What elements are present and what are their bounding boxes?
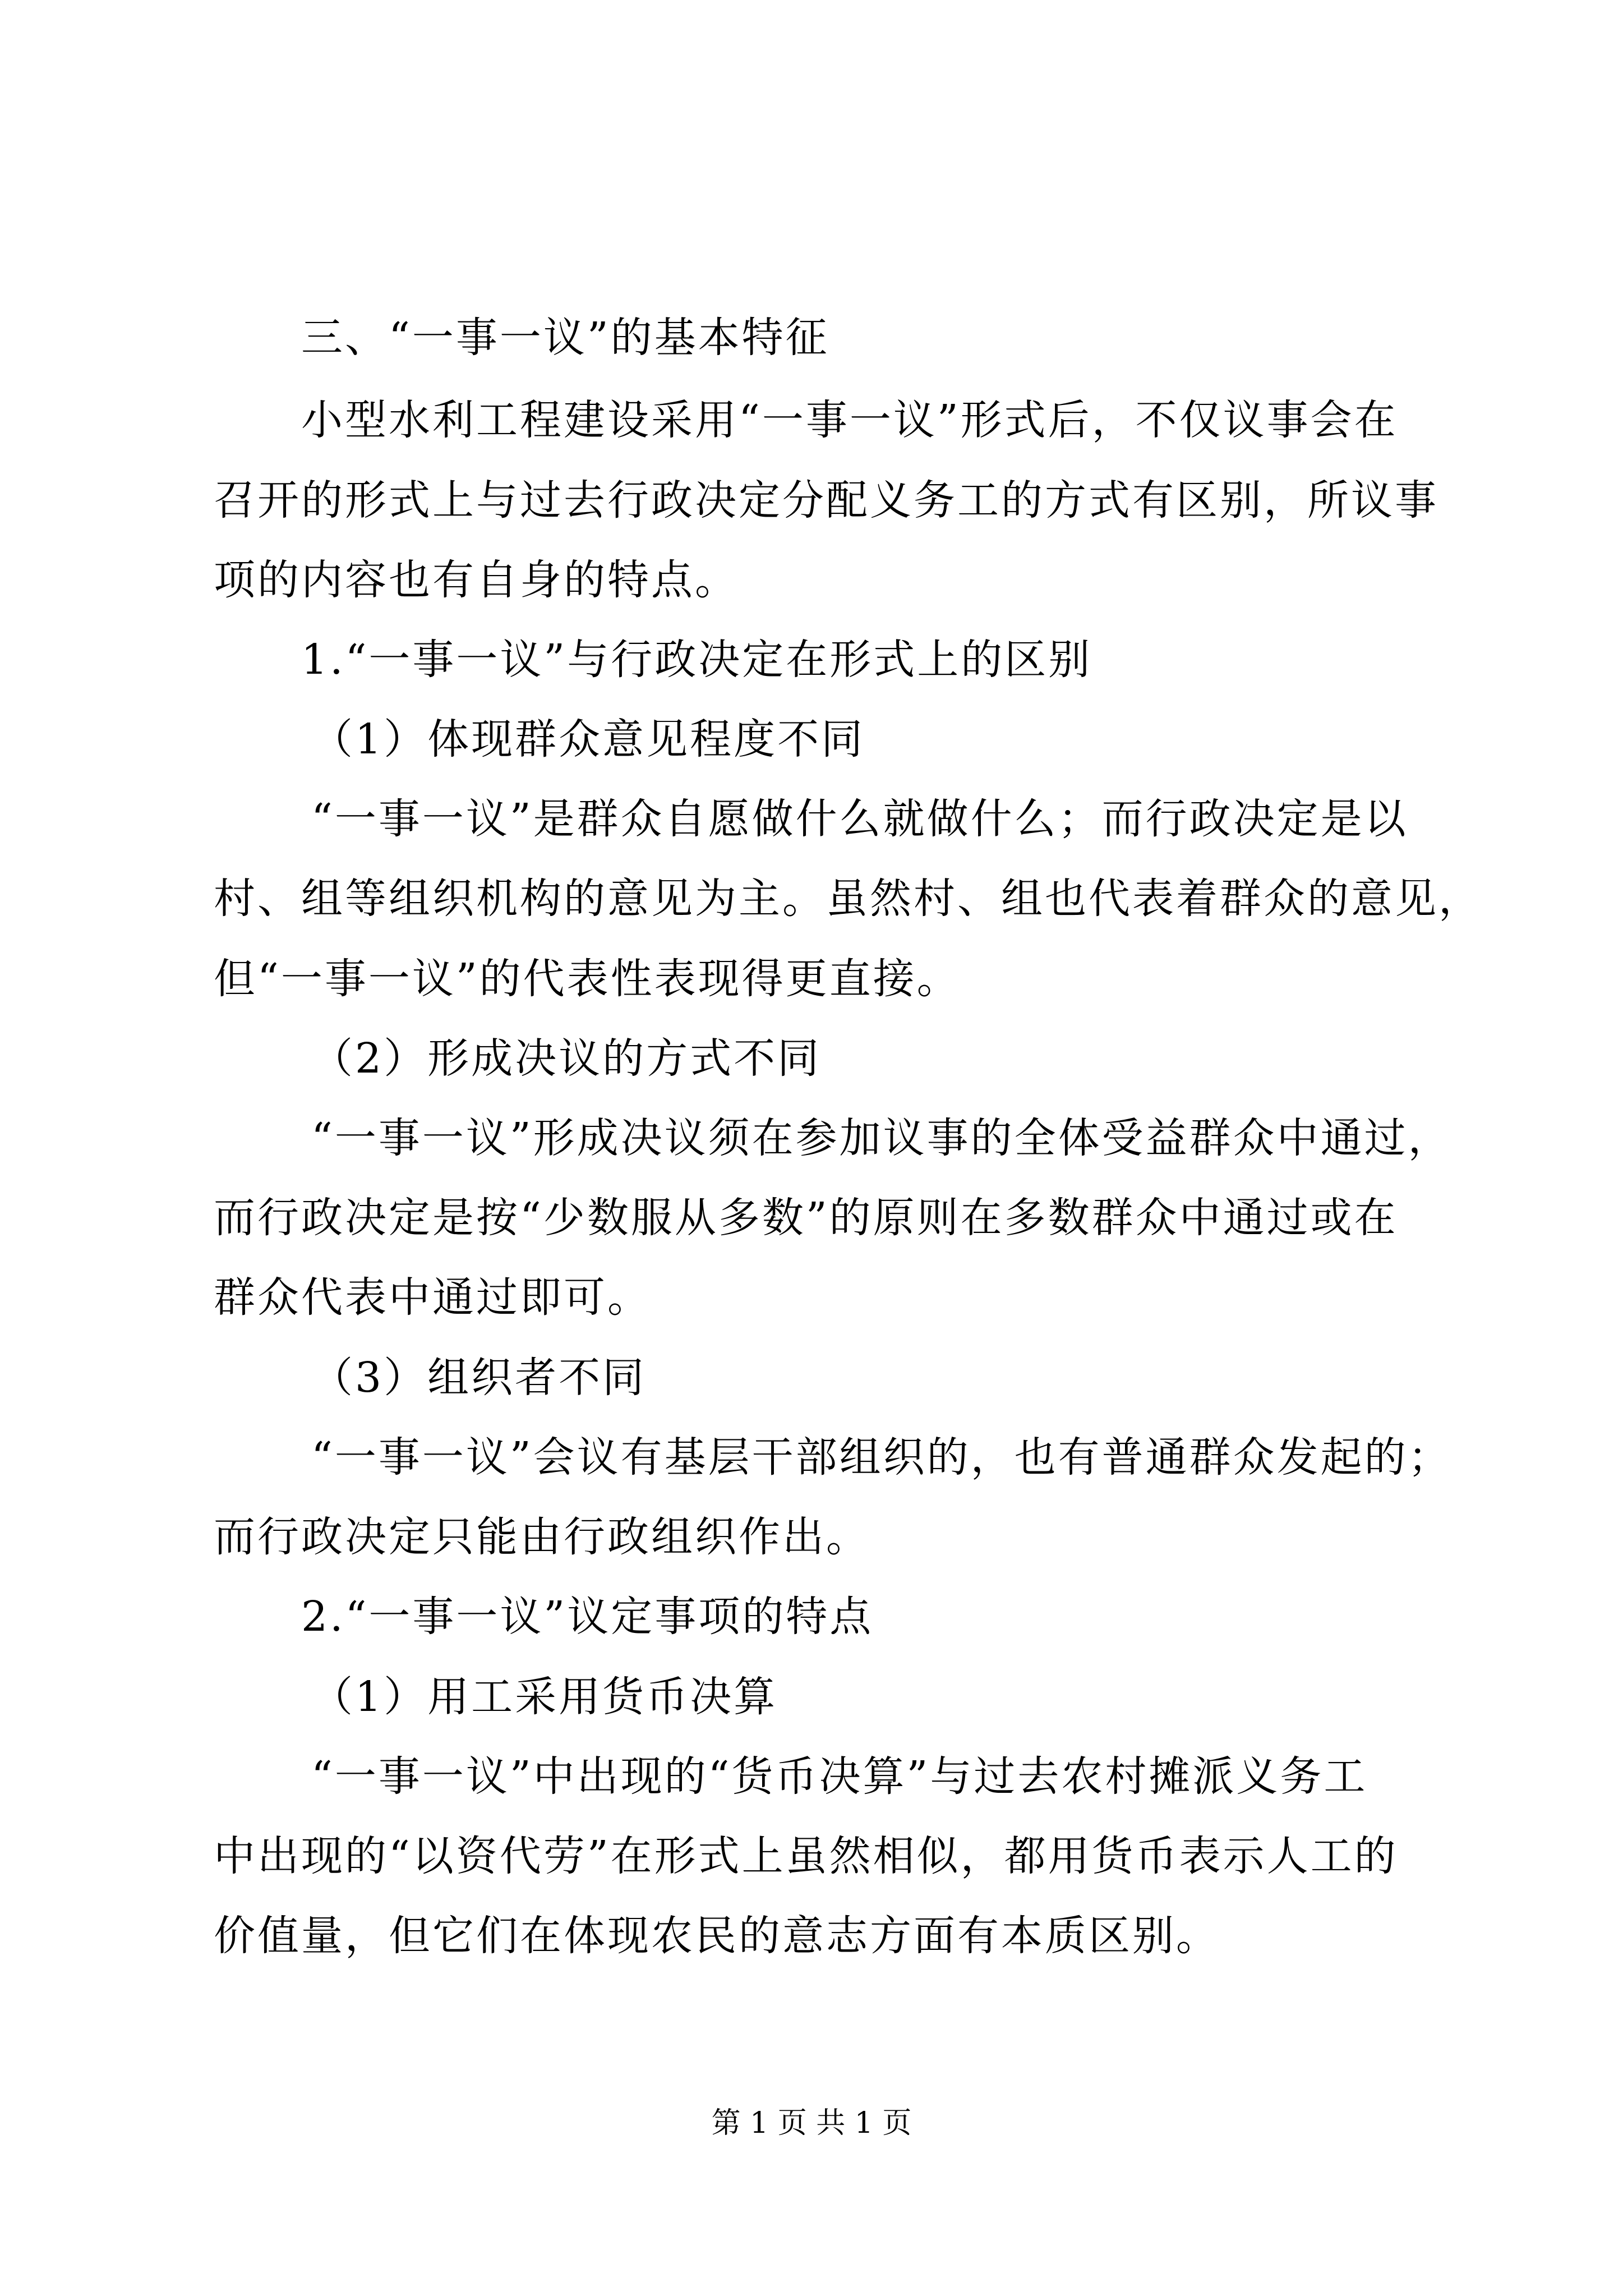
page-footer: 第 1 页 共 1 页: [711, 2106, 912, 2140]
item-heading: （1）体现群众意见程度不同: [311, 715, 865, 763]
paragraph-line: 召开的形式上与过去行政决定分配义务工的方式有区别，所议事: [214, 476, 1438, 524]
subsection-heading: 1.“一事一议”与行政决定在形式上的区别: [301, 636, 1092, 684]
paragraph-line: 但“一事一议”的代表性表现得更直接。: [214, 955, 961, 1003]
paragraph-line: 村、组等组织机构的意见为主。虽然村、组也代表着群众的意见，: [214, 875, 1482, 923]
item-heading: （2）形成决议的方式不同: [311, 1034, 822, 1083]
paragraph-line: “一事一议”会议有基层干部组织的，也有普通群众发起的；: [311, 1433, 1452, 1481]
item-heading: （3）组织者不同: [311, 1354, 647, 1402]
section-heading: 三、“一事一议”的基本特征: [301, 314, 829, 362]
paragraph-line: 群众代表中通过即可。: [214, 1273, 651, 1322]
paragraph-line: 中出现的“以资代劳”在形式上虽然相似，都用货币表示人工的: [214, 1832, 1398, 1880]
paragraph-line: “一事一议”中出现的“货币决算”与过去农村摊派义务工: [311, 1752, 1368, 1801]
paragraph-line: 价值量，但它们在体现农民的意志方面有本质区别。: [214, 1912, 1220, 1960]
paragraph-line: “一事一议”是群众自愿做什么就做什么；而行政决定是以: [311, 795, 1408, 843]
subsection-heading: 2.“一事一议”议定事项的特点: [301, 1593, 874, 1641]
item-heading: （1）用工采用货币决算: [311, 1673, 778, 1721]
paragraph-line: 而行政决定只能由行政组织作出。: [214, 1513, 870, 1561]
paragraph-line: 小型水利工程建设采用“一事一议”形式后，不仅议事会在: [301, 396, 1398, 444]
paragraph-line: 项的内容也有自身的特点。: [214, 556, 739, 604]
paragraph-line: 而行政决定是按“少数服从多数”的原则在多数群众中通过或在: [214, 1194, 1398, 1242]
paragraph-line: “一事一议”形成决议须在参加议事的全体受益群众中通过，: [311, 1114, 1452, 1162]
